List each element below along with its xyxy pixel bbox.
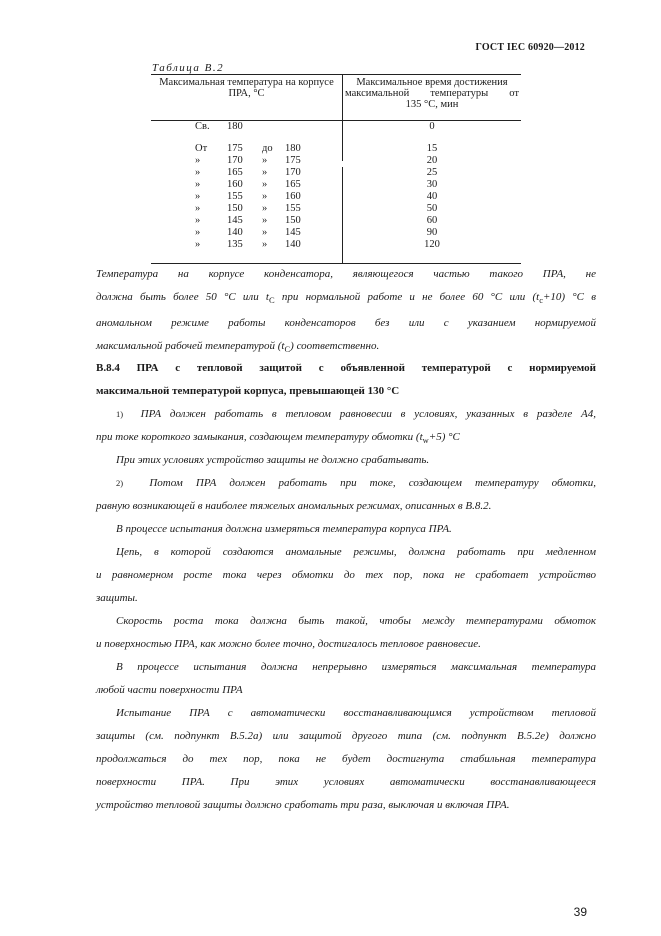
paragraph-capacitor-temperature: Температура на корпусе конденсатора, являющегося частью такого ПРА, не должна быть более 50 °С или $t_C$ при нормальной работе и не более 60 °С или $(t_c+10)$ °С в аномальном режиме работы конденсаторов без или с указанием нормируемой максимальной рабочей температурой $(t_C)$ соответственно. [96, 268, 596, 355]
table-cell-v1: 135 [227, 239, 243, 250]
table-cell-v1: 180 [227, 121, 243, 132]
table-cell-pre: » [195, 239, 201, 250]
paragraph-surface-measurement: В процессе испытания должна непрерывно измеряться максимальная температура любой части поверхности ПРА [96, 661, 596, 696]
table-cell-mid: » [262, 215, 268, 226]
paragraph-circuit: Цепь, в которой создаются аномальные режимы, должна работать при медленном и равномерном росте тока через обмотки до тех пор, пока не сработает устройство защиты. [96, 546, 596, 604]
table-row [151, 239, 521, 251]
table-cell-mid: » [262, 227, 268, 238]
table-cell-pre: » [195, 179, 201, 190]
document-header: ГОСТ IEC 60920—2012 [475, 42, 585, 53]
table-row [151, 143, 521, 155]
table-caption: Таблица В.2 [152, 62, 225, 74]
table-cell-v2: 155 [285, 203, 301, 214]
paragraph-current-rise: Скорость роста тока должна быть такой, чтобы между температурами обмоток и поверхностью ПРА, как можно более точно, достигалось тепловое равновесие. [96, 615, 596, 650]
table-cell-v1: 140 [227, 227, 243, 238]
table-cell-mid: до [262, 143, 273, 154]
table-cell-v1: 170 [227, 155, 243, 166]
table-cell-pre: » [195, 167, 201, 178]
temperature-table [151, 74, 521, 264]
table-cell-pre: Св. [195, 121, 210, 132]
table-cell-v2: 170 [285, 167, 301, 178]
table-cell-mid: » [262, 239, 268, 250]
table-cell-v1: 155 [227, 191, 243, 202]
table-cell-time: 60 [426, 215, 438, 226]
table-cell-pre: » [195, 203, 201, 214]
table-cell-time: 15 [426, 143, 438, 154]
table-cell-time: 20 [426, 155, 438, 166]
table-cell-pre: » [195, 191, 201, 202]
table-cell-time: 90 [426, 227, 438, 238]
table-cell-v2: 150 [285, 215, 301, 226]
table-cell-v1: 175 [227, 143, 243, 154]
table-row [151, 121, 521, 133]
table-row [151, 179, 521, 191]
table-cell-mid: » [262, 155, 268, 166]
table-cell-v2: 145 [285, 227, 301, 238]
table-cell-pre: » [195, 227, 201, 238]
table-cell-pre: » [195, 155, 201, 166]
section-heading-b84: В.8.4 ПРА с тепловой защитой с объявленной температурой с нормируемой максимальной температурой корпуса, превышающей 130 °С [96, 362, 596, 397]
column-header-time: Максимальное время достижения максимальной температуры от 135 °С, мин [345, 77, 519, 110]
paragraph-step-1: 1) ПРА должен работать в тепловом равновесии в условиях, указанных в разделе А4, при токе короткого замыкания, создающем температуру обмотки $(t_w+5)$ °С [96, 408, 596, 446]
table-cell-mid: » [262, 203, 268, 214]
paragraph-step-2: 2) Потом ПРА должен работать при токе, создающем температуру обмотки, равную возникающей в наиболее тяжелых аномальных режимах, описанных в В.8.2. [96, 477, 597, 512]
table-cell-v2: 165 [285, 179, 301, 190]
table-cell-time: 120 [424, 239, 440, 250]
column-header-temperature: Максимальная температура на корпусе ПРА, °С [159, 77, 334, 99]
table-cell-v2: 160 [285, 191, 301, 202]
table-row [151, 167, 521, 179]
table-cell-v2: 140 [285, 239, 301, 250]
page-number: 39 [573, 905, 587, 919]
table-cell-mid: » [262, 179, 268, 190]
table-cell-time: 30 [426, 179, 438, 190]
table-row [151, 191, 521, 203]
table-cell-v1: 160 [227, 179, 243, 190]
table-row [151, 155, 521, 167]
table-cell-time: 0 [429, 121, 435, 132]
paragraph-protection-no-trip: При этих условиях устройство защиты не должно срабатывать. [116, 454, 430, 466]
table-cell-time: 40 [426, 191, 438, 202]
paragraph-case-temperature: В процессе испытания должна измеряться температура корпуса ПРА. [116, 523, 452, 535]
table-row [151, 215, 521, 227]
paragraph-auto-reset-test: Испытание ПРА с автоматически восстанавливающимся устройством тепловой защиты (см. подпункт В.5.2а) или защитой другого типа (см. подпункт В.5.2е) должно продолжаться до тех пор, пока не будет достигнута стабильная температура поверхности ПРА. При этих условиях автоматически восстанавливающееся устройство тепловой защиты должно сработать три раза, выключая и включая ПРА. [96, 707, 596, 811]
table-cell-v2: 180 [285, 143, 301, 154]
table-cell-time: 25 [426, 167, 438, 178]
table-cell-v1: 145 [227, 215, 243, 226]
table-cell-pre: От [195, 143, 208, 154]
table-cell-pre: » [195, 215, 201, 226]
table-cell-time: 50 [426, 203, 438, 214]
table-cell-v1: 165 [227, 167, 243, 178]
table-cell-mid: » [262, 167, 268, 178]
table-cell-v1: 150 [227, 203, 243, 214]
table-row [151, 227, 521, 239]
table-row [151, 203, 521, 215]
table-cell-v2: 175 [285, 155, 301, 166]
table-cell-mid: » [262, 191, 268, 202]
